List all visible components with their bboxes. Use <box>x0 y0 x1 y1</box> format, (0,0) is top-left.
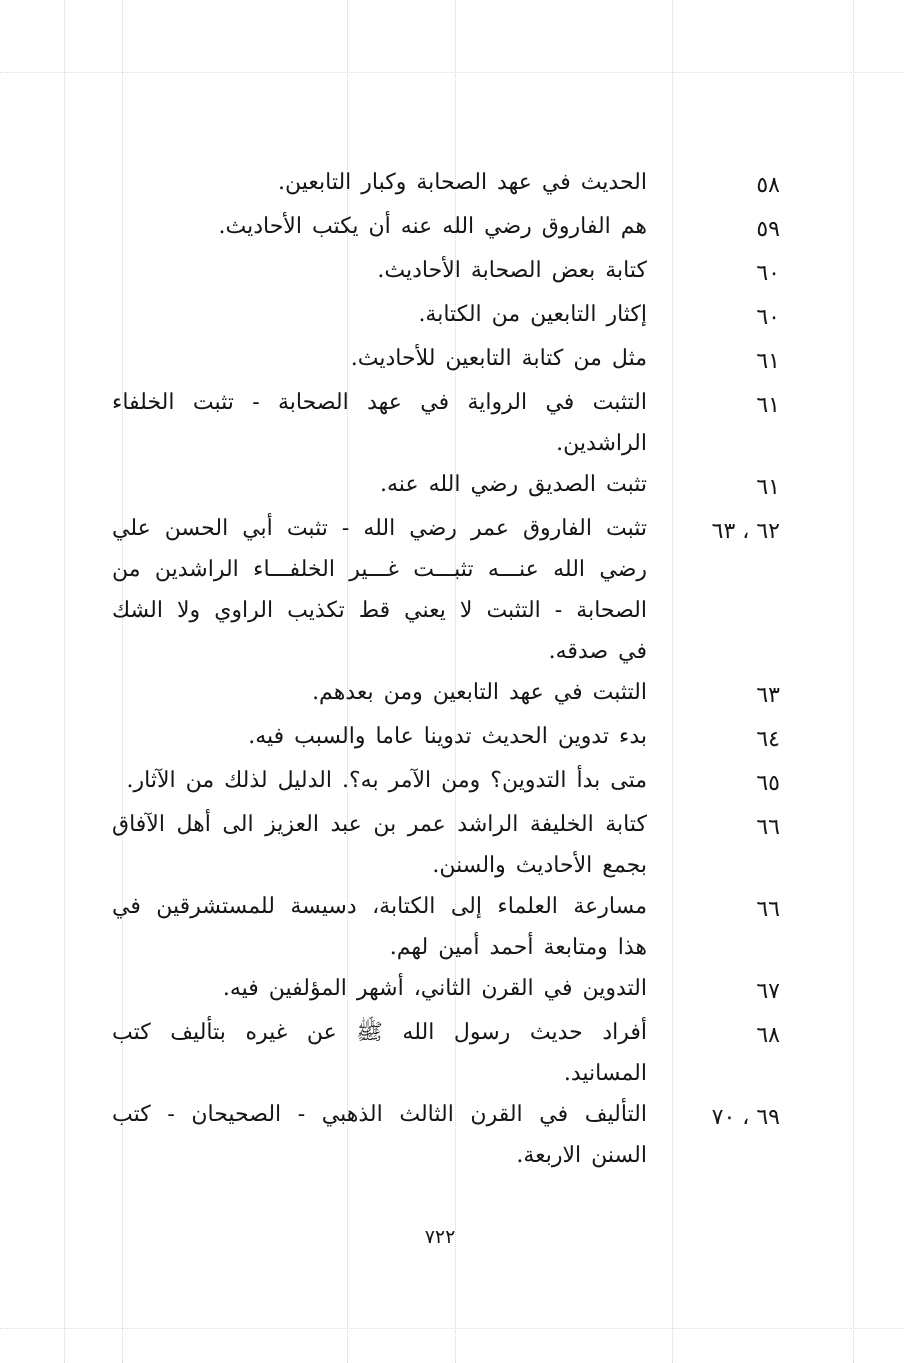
toc-title: إكثار التابعين من الكتابة. <box>418 302 647 327</box>
toc-entry <box>112 162 792 206</box>
toc-title: التثبت في الرواية في عهد الصحابة - تثبت الخلفاء الراشدين. <box>112 390 647 456</box>
toc-page-number: ٦٧ <box>756 979 780 1004</box>
toc-title: كتابة بعض الصحابة الأحاديث. <box>377 258 647 283</box>
toc-entry <box>112 382 792 464</box>
scan-line <box>0 72 904 73</box>
toc-title: التأليف في القرن الثالث الذهبي - الصحيحان - كتب السنن الاربعة. <box>112 1102 647 1168</box>
toc-entry <box>112 716 792 760</box>
toc-page-number: ٥٩ <box>756 217 780 242</box>
page-number: ٧٢٢ <box>424 1226 456 1248</box>
toc-page-number: ٦٣ <box>756 683 780 708</box>
scan-line <box>853 0 854 1363</box>
toc-entry <box>112 338 792 382</box>
toc-title: التدوين في القرن الثاني، أشهر المؤلفين فيه. <box>222 976 647 1001</box>
toc-title: أفراد حديث رسول الله ﷺ عن غيره بتأليف كتب المسانيد. <box>112 1020 647 1086</box>
toc-title: مثل من كتابة التابعين للأحاديث. <box>350 346 647 371</box>
toc-page-number: ٦٦ <box>756 815 780 840</box>
toc-title: متى بدأ التدوين؟ ومن الآمر به؟. الدليل لذلك من الآثار. <box>126 768 647 793</box>
toc-title: الحديث في عهد الصحابة وكبار التابعين. <box>278 170 647 195</box>
toc-page-number: ٦٨ <box>756 1023 780 1048</box>
toc-entry <box>112 672 792 716</box>
toc-entry <box>112 464 792 508</box>
toc-entry <box>112 250 792 294</box>
toc-title: التثبت في عهد التابعين ومن بعدهم. <box>312 680 647 705</box>
toc-title: مسارعة العلماء إلى الكتابة، دسيسة للمستشرقين في هذا ومتابعة أحمد أمين لهم. <box>112 894 647 960</box>
toc-page-number: ٦٠ <box>756 261 780 286</box>
scan-line <box>64 0 65 1363</box>
toc-entry <box>112 206 792 250</box>
toc-entry <box>112 508 792 672</box>
toc-entry <box>112 968 792 1012</box>
toc-title: بدء تدوين الحديث تدوينا عاما والسبب فيه. <box>248 724 647 749</box>
toc-title: كتابة الخليفة الراشد عمر بن عبد العزيز الى أهل الآفاق بجمع الأحاديث والسنن. <box>112 812 647 878</box>
scan-line <box>0 1328 904 1329</box>
toc-page-number: ٦١ <box>756 475 780 500</box>
toc-page-number: ٦٩ ، ٧٠ <box>711 1105 780 1130</box>
toc-page-number: ٦٥ <box>756 771 780 796</box>
toc-page-number: ٦٠ <box>756 305 780 330</box>
toc-title: تثبت الفاروق عمر رضي الله - تثبت أبي الحسن علي رضي الله عنـــه تثبـــت غـــير الخلفـــاء الراشدين من الصحابة - التثبت لا يعني قط تكذيب الراوي ولا الشك في صدقه. <box>112 516 647 664</box>
toc-page-number: ٥٨ <box>756 173 780 198</box>
toc-entry <box>112 804 792 886</box>
table-of-contents <box>112 162 792 1176</box>
toc-entry <box>112 1094 792 1176</box>
toc-entry <box>112 760 792 804</box>
toc-entry <box>112 294 792 338</box>
toc-page-number: ٦٦ <box>756 897 780 922</box>
toc-title: تثبت الصديق رضي الله عنه. <box>380 472 647 497</box>
toc-page-number: ٦١ <box>756 393 780 418</box>
toc-title: هم الفاروق رضي الله عنه أن يكتب الأحاديث. <box>218 214 647 239</box>
toc-page-number: ٦٤ <box>756 727 780 752</box>
toc-page-number: ٦٢ ، ٦٣ <box>711 519 780 544</box>
toc-page-number: ٦١ <box>756 349 780 374</box>
toc-entry <box>112 1012 792 1094</box>
toc-entry <box>112 886 792 968</box>
